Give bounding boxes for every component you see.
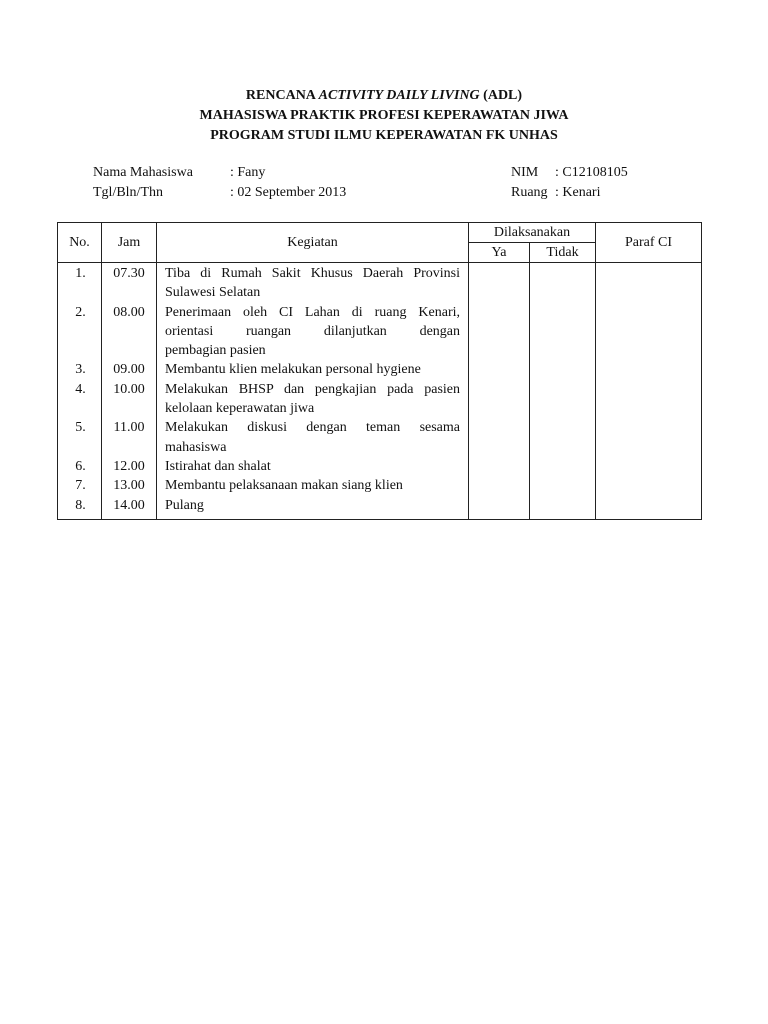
activity-text-line: Sulawesi Selatan [165,285,261,301]
activity-entry [157,303,468,361]
tgl-label: Tgl/Bln/Thn [93,185,163,200]
nama-label: Nama Mahasiswa [93,165,193,180]
activity-entry [157,457,468,476]
kegiatan-column [157,263,469,520]
row-time: 08.00 [113,304,145,320]
activity-text-line: orientasi ruangan dilanjutkan dengan [165,323,460,339]
row-number: 3. [75,362,86,378]
row-number: 7. [75,478,86,494]
activity-entry [157,360,468,379]
row-number-spacer [58,341,101,360]
header-jam: Jam [102,223,157,263]
ruang-row [511,183,628,203]
header-paraf-ci: Paraf CI [596,223,702,263]
activity-text-line: kelolaan keperawatan jiwa [165,401,315,417]
ruang-label: Ruang [511,185,548,200]
nama-row [93,163,346,183]
activity-text-line: Membantu pelaksanaan makan siang klien [165,478,403,494]
row-number-spacer [58,322,101,341]
row-time-spacer [102,283,156,302]
header-title-italic: ACTIVITY DAILY LIVING [318,88,480,103]
row-time: 11.00 [113,420,145,436]
adl-table [57,222,702,520]
activity-text-line: Pulang [165,497,204,513]
header-dilaksanakan: Dilaksanakan [469,223,596,243]
activity-text-line: Istirahat dan shalat [165,458,271,474]
activity-text-line: mahasiswa [165,439,227,455]
activity-entry [157,496,468,515]
row-time: 14.00 [113,497,145,513]
row-number: 4. [75,381,86,397]
header-kegiatan: Kegiatan [157,223,469,263]
no-column [58,263,102,520]
row-number-spacer [58,438,101,457]
row-time: 09.00 [113,362,145,378]
activity-text-line: Membantu klien melakukan personal hygiene [165,362,421,378]
row-time-spacer [102,341,156,360]
nim-label: NIM [511,165,539,180]
row-number-spacer [58,283,101,302]
table-body-row [58,263,702,520]
tidak-column [530,263,596,520]
nim-value: : C12108105 [555,165,628,180]
activity-entry [157,380,468,419]
activity-text-line: Tiba di Rumah Sakit Khusus Daerah Provinsi [165,266,460,281]
activity-text-line: pembagian pasien [165,343,266,359]
nim-row [511,163,628,183]
document-header [0,86,768,146]
row-number: 5. [75,420,86,436]
row-time: 10.00 [113,381,145,397]
header-title-suffix: (ADL) [479,88,523,103]
student-info-right [511,163,628,203]
row-time: 12.00 [113,458,145,474]
header-ya: Ya [469,243,530,263]
row-number: 8. [75,497,86,513]
row-time: 07.30 [113,266,145,281]
paraf-column [596,263,702,520]
header-tidak: Tidak [530,243,596,263]
header-title-prefix: RENCANA [245,88,319,103]
activity-entry [157,418,468,457]
tgl-value: : 02 September 2013 [230,185,347,200]
ya-column [469,263,530,520]
row-number-spacer [58,399,101,418]
row-number: 6. [75,458,86,474]
ruang-value: : Kenari [555,185,601,200]
activity-text-line: Melakukan diskusi dengan teman sesama [165,420,460,436]
jam-column [102,263,157,520]
header-title-line [0,86,768,106]
activity-text-line: Melakukan BHSP dan pengkajian pada pasien [165,381,460,397]
activity-entry [157,476,468,495]
header-subtitle-2: PROGRAM STUDI ILMU KEPERAWATAN FK UNHAS [210,128,558,143]
row-time-spacer [102,399,156,418]
tgl-row [93,183,346,203]
header-subtitle-1: MAHASISWA PRAKTIK PROFESI KEPERAWATAN JIWA [199,108,569,123]
activity-text-line: Penerimaan oleh CI Lahan di ruang Kenari, [165,304,460,320]
row-number: 2. [75,304,86,320]
row-time: 13.00 [113,478,145,494]
row-time-spacer [102,438,156,457]
row-time-spacer [102,322,156,341]
row-number: 1. [75,266,86,281]
header-no: No. [58,223,102,263]
nama-value: : Fany [230,165,266,180]
student-info-left [93,163,346,203]
activity-entry [157,264,468,303]
